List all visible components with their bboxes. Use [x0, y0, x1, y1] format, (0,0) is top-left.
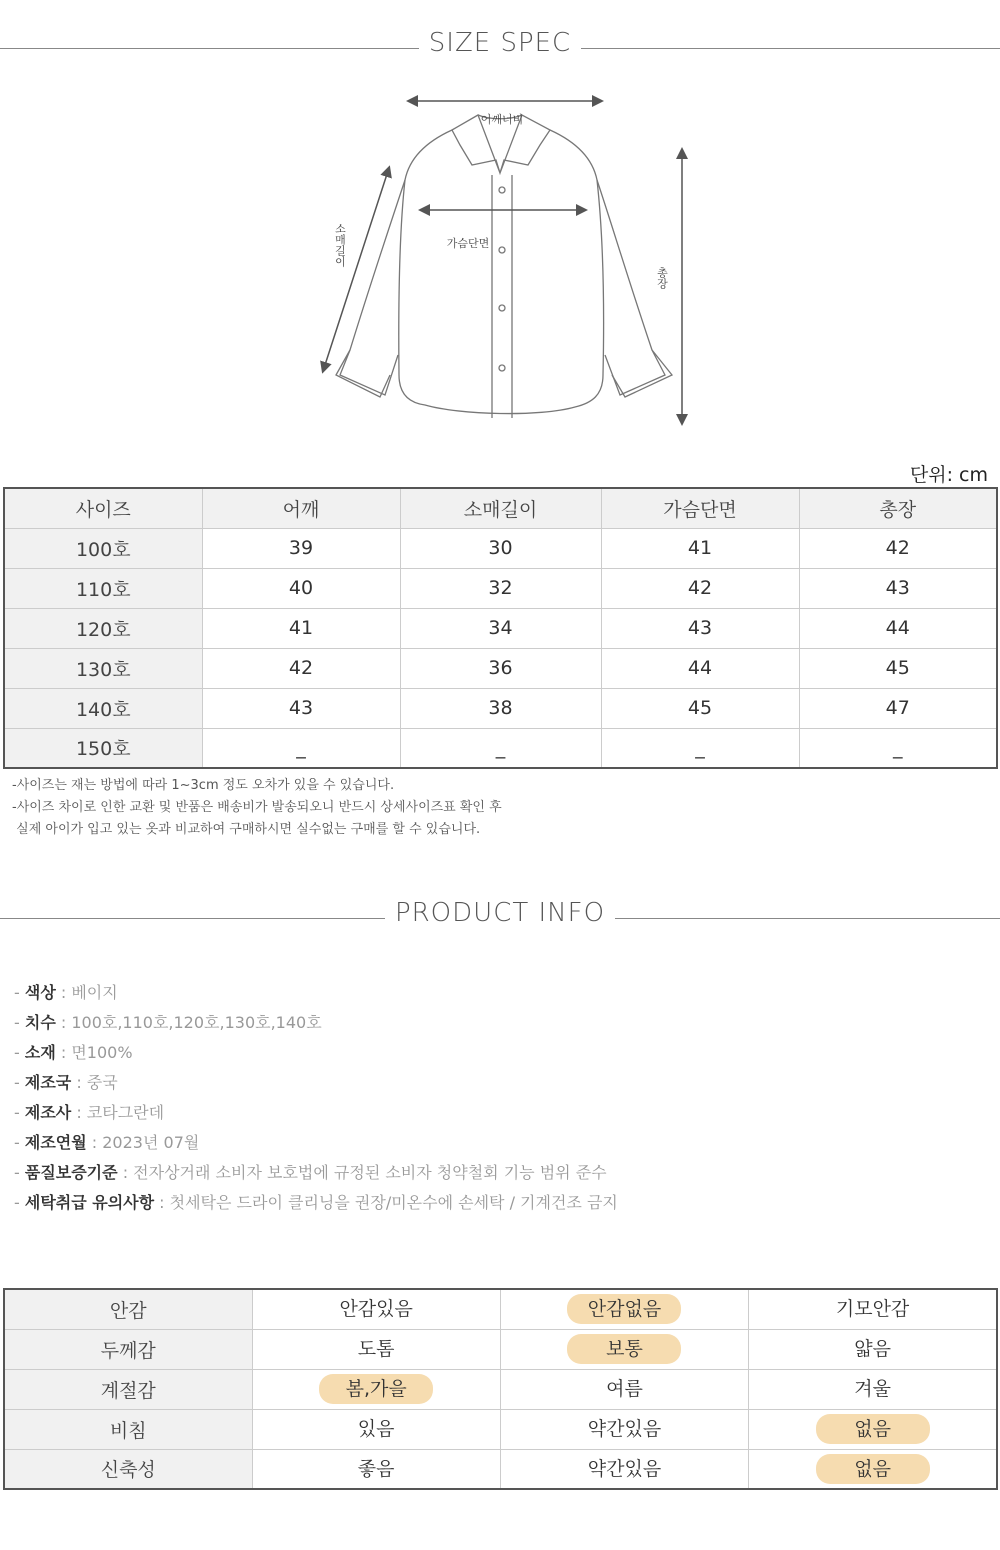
info-item: - 품질보증기준 : 전자상거래 소비자 보호법에 규정된 소비자 청약철회 기능 범위 준수	[14, 1163, 607, 1182]
size-spec-title: SIZE SPEC	[419, 28, 581, 58]
info-value: 중국	[86, 1073, 118, 1092]
feel-row-stretch	[4, 1449, 997, 1489]
feel-label: 계절감	[4, 1369, 252, 1409]
size-cell: 110호	[4, 568, 202, 608]
shirt-diagram	[300, 85, 700, 430]
feel-option: 없음	[816, 1414, 930, 1444]
info-item: - 제조연월 : 2023년 07월	[14, 1133, 200, 1152]
product-info-list	[14, 978, 618, 1218]
feel-option: 약간있음	[587, 1457, 662, 1480]
info-item: - 제조사 : 코타그란데	[14, 1103, 165, 1122]
product-info-title: PRODUCT INFO	[385, 898, 615, 928]
value-cell: 39	[202, 528, 400, 568]
feel-option: 봄,가을	[319, 1374, 433, 1404]
value-cell: 38	[400, 688, 601, 728]
size-cell: 130호	[4, 648, 202, 688]
size-spec-header	[0, 28, 1000, 68]
table-row	[4, 728, 997, 768]
feel-option: 있음	[357, 1418, 395, 1440]
length-label: 총장	[655, 267, 669, 289]
info-item: - 치수 : 100호,110호,120호,130호,140호	[14, 1013, 322, 1032]
header-length: 총장	[799, 488, 997, 528]
header-shoulder: 어깨	[202, 488, 400, 528]
info-key: 제조국	[24, 1073, 72, 1092]
info-key: 제조사	[24, 1103, 72, 1122]
feel-option: 겨울	[854, 1378, 891, 1400]
feel-option: 도톰	[357, 1338, 395, 1360]
value-cell: 40	[202, 568, 400, 608]
value-cell: 42	[799, 528, 997, 568]
value-cell: 41	[202, 608, 400, 648]
table-row	[4, 608, 997, 648]
value-cell: 30	[400, 528, 601, 568]
value-cell: 43	[202, 688, 400, 728]
product-info-header	[0, 898, 1000, 938]
chest-label: 가슴단면	[446, 237, 490, 250]
info-key: 세탁취급 유의사항	[24, 1193, 155, 1212]
feel-label: 안감	[4, 1289, 252, 1329]
feel-option: 얇음	[854, 1338, 891, 1360]
value-cell: _	[601, 728, 799, 768]
info-key: 소재	[24, 1043, 56, 1062]
note-line: -사이즈는 재는 방법에 따라 1~3cm 정도 오차가 있을 수 있습니다.	[12, 778, 395, 793]
unit-label: 단위: cm	[909, 464, 988, 486]
info-value: 2023년 07월	[102, 1133, 200, 1152]
info-item: - 소재 : 면100%	[14, 1043, 133, 1062]
feel-option: 안감있음	[339, 1298, 413, 1321]
info-key: 품질보증기준	[24, 1163, 118, 1182]
table-row	[4, 648, 997, 688]
size-table	[3, 487, 998, 769]
value-cell: 34	[400, 608, 601, 648]
value-cell: 45	[601, 688, 799, 728]
table-row	[4, 568, 997, 608]
value-cell: 43	[799, 568, 997, 608]
feel-label: 두께감	[4, 1329, 252, 1369]
info-value: 베이지	[71, 983, 118, 1002]
header-sleeve: 소매길이	[400, 488, 601, 528]
value-cell: _	[202, 728, 400, 768]
table-row	[4, 528, 997, 568]
feel-option: 약간있음	[587, 1418, 662, 1440]
shoulder-label: 어깨너비	[480, 113, 524, 126]
value-cell: 44	[601, 648, 799, 688]
size-notes	[12, 775, 502, 841]
feel-option: 좋음	[357, 1457, 395, 1480]
feel-row-transparency	[4, 1409, 997, 1449]
info-value: 100호,110호,120호,130호,140호	[71, 1013, 322, 1032]
feel-option: 여름	[606, 1378, 643, 1400]
value-cell: _	[400, 728, 601, 768]
info-item: - 색상 : 베이지	[14, 983, 118, 1002]
sleeve-label: 소매길이	[333, 223, 347, 267]
feel-option: 안감없음	[567, 1294, 681, 1324]
value-cell: 42	[601, 568, 799, 608]
value-cell: 42	[202, 648, 400, 688]
feel-option: 기모안감	[835, 1298, 910, 1321]
feel-table	[3, 1288, 998, 1490]
value-cell: _	[799, 728, 997, 768]
info-value: 첫세탁은 드라이 클리닝을 권장/미온수에 손세탁 / 기계건조 금지	[169, 1193, 618, 1212]
size-cell: 150호	[4, 728, 202, 768]
info-key: 치수	[24, 1013, 56, 1032]
note-line: 실제 아이가 입고 있는 옷과 비교하여 구매하시면 실수없는 구매를 할 수 있습니다.	[12, 822, 481, 837]
value-cell: 32	[400, 568, 601, 608]
info-item: - 세탁취급 유의사항 : 첫세탁은 드라이 클리닝을 권장/미온수에 손세탁 / 기계건조 금지	[14, 1193, 618, 1212]
feel-option: 보통	[567, 1334, 681, 1364]
info-key: 제조연월	[24, 1133, 87, 1152]
feel-row-season	[4, 1369, 997, 1409]
table-row	[4, 688, 997, 728]
header-chest: 가슴단면	[601, 488, 799, 528]
size-cell: 140호	[4, 688, 202, 728]
value-cell: 41	[601, 528, 799, 568]
info-key: 색상	[24, 983, 56, 1002]
note-line: -사이즈 차이로 인한 교환 및 반품은 배송비가 발송되오니 반드시 상세사이즈표 확인 후	[12, 800, 502, 815]
value-cell: 44	[799, 608, 997, 648]
feel-row-lining	[4, 1289, 997, 1329]
header-size: 사이즈	[4, 488, 202, 528]
info-value: 면100%	[71, 1043, 133, 1062]
info-item: - 제조국 : 중국	[14, 1073, 118, 1092]
size-cell: 120호	[4, 608, 202, 648]
feel-label: 신축성	[4, 1449, 252, 1489]
value-cell: 45	[799, 648, 997, 688]
feel-option: 없음	[816, 1454, 930, 1484]
feel-row-thickness	[4, 1329, 997, 1369]
value-cell: 36	[400, 648, 601, 688]
value-cell: 43	[601, 608, 799, 648]
feel-label: 비침	[4, 1409, 252, 1449]
info-value: 코타그란데	[86, 1103, 165, 1122]
info-value: 전자상거래 소비자 보호법에 규정된 소비자 청약철회 기능 범위 준수	[133, 1163, 607, 1182]
size-cell: 100호	[4, 528, 202, 568]
value-cell: 47	[799, 688, 997, 728]
size-table-header-row	[4, 488, 997, 528]
